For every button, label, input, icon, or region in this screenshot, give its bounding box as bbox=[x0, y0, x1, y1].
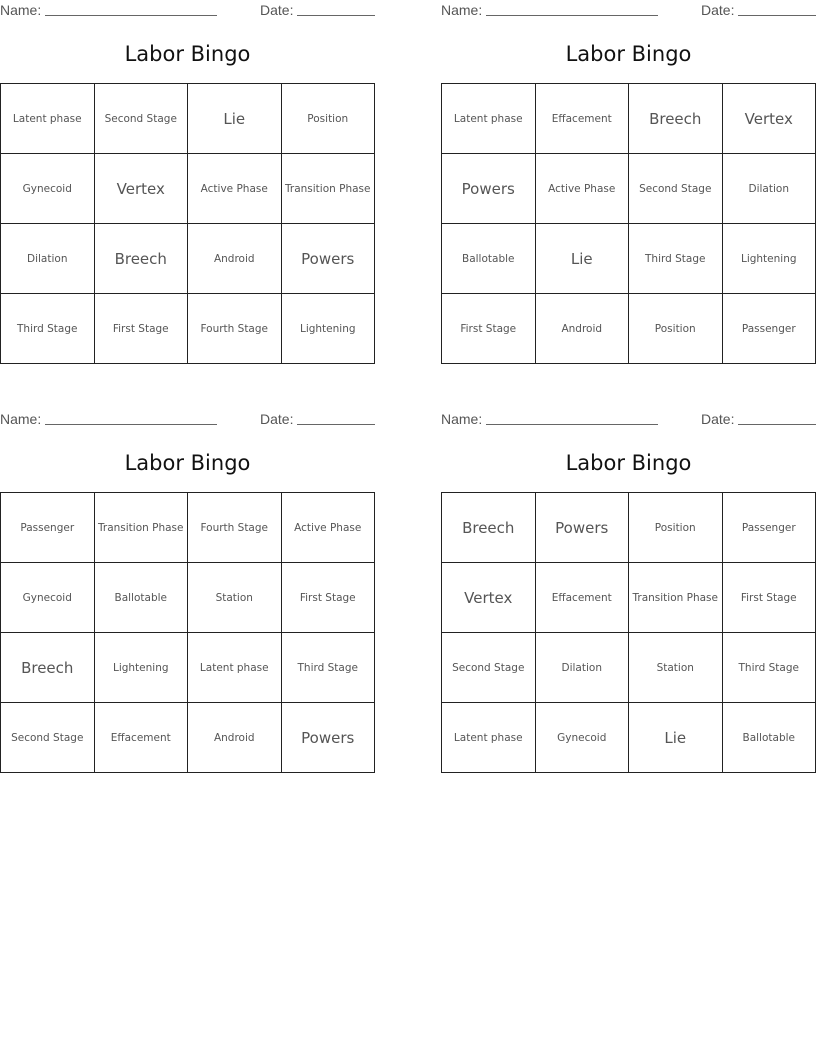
bingo-cell: Fourth Stage bbox=[188, 493, 282, 563]
bingo-cell: Third Stage bbox=[722, 633, 816, 703]
bingo-cell: Latent phase bbox=[442, 84, 536, 154]
bingo-cell: Transition Phase bbox=[94, 493, 188, 563]
date-label: Date: bbox=[260, 411, 294, 427]
bingo-cell: Gynecoid bbox=[1, 563, 95, 633]
bingo-cell: Latent phase bbox=[188, 633, 282, 703]
bingo-cell: Gynecoid bbox=[535, 703, 629, 773]
bingo-cell: Powers bbox=[535, 493, 629, 563]
bingo-grid bbox=[0, 83, 375, 364]
bingo-cell: Lightening bbox=[281, 294, 375, 364]
bingo-cell: Gynecoid bbox=[1, 154, 95, 224]
bingo-cell: Passenger bbox=[1, 493, 95, 563]
grid-row bbox=[442, 633, 816, 703]
bingo-cell: Breech bbox=[629, 84, 723, 154]
bingo-cell: Breech bbox=[94, 224, 188, 294]
bingo-cell: Position bbox=[629, 493, 723, 563]
bingo-cell: First Stage bbox=[442, 294, 536, 364]
bingo-cell: Active Phase bbox=[188, 154, 282, 224]
bingo-cell: Breech bbox=[442, 493, 536, 563]
date-blank-line bbox=[738, 424, 816, 425]
bingo-card bbox=[0, 409, 375, 747]
bingo-grid bbox=[441, 83, 816, 364]
name-blank-line bbox=[45, 424, 217, 425]
header-line bbox=[0, 0, 375, 20]
bingo-grid bbox=[441, 492, 816, 773]
bingo-cell: Position bbox=[629, 294, 723, 364]
grid-row bbox=[1, 294, 375, 364]
grid-row bbox=[442, 703, 816, 773]
bingo-cell: Passenger bbox=[722, 294, 816, 364]
bingo-cell: Dilation bbox=[722, 154, 816, 224]
bingo-cell: Station bbox=[188, 563, 282, 633]
bingo-cell: Effacement bbox=[535, 84, 629, 154]
bingo-cell: Second Stage bbox=[629, 154, 723, 224]
bingo-cell: Lightening bbox=[94, 633, 188, 703]
grid-row bbox=[442, 154, 816, 224]
bingo-cell: Vertex bbox=[722, 84, 816, 154]
bingo-cell: Ballotable bbox=[94, 563, 188, 633]
bingo-cell: Lie bbox=[188, 84, 282, 154]
card-title: Labor Bingo bbox=[565, 42, 692, 66]
bingo-cell: Powers bbox=[281, 224, 375, 294]
bingo-cell: Android bbox=[535, 294, 629, 364]
date-blank-line bbox=[297, 15, 375, 16]
bingo-cell: Effacement bbox=[94, 703, 188, 773]
card-title: Labor Bingo bbox=[565, 451, 692, 475]
bingo-cell: Station bbox=[629, 633, 723, 703]
bingo-cell: Latent phase bbox=[442, 703, 536, 773]
bingo-grid bbox=[0, 492, 375, 773]
bingo-card bbox=[0, 0, 375, 335]
card-title: Labor Bingo bbox=[124, 42, 251, 66]
bingo-cell: Second Stage bbox=[442, 633, 536, 703]
header-line bbox=[441, 0, 816, 20]
grid-row bbox=[1, 703, 375, 773]
bingo-cell: Second Stage bbox=[1, 703, 95, 773]
bingo-cell: Third Stage bbox=[1, 294, 95, 364]
bingo-cell: First Stage bbox=[281, 563, 375, 633]
name-label: Name: bbox=[0, 411, 42, 427]
grid-row bbox=[1, 493, 375, 563]
bingo-cell: Position bbox=[281, 84, 375, 154]
bingo-cell: Transition Phase bbox=[281, 154, 375, 224]
bingo-cell: Active Phase bbox=[535, 154, 629, 224]
bingo-cell: Breech bbox=[1, 633, 95, 703]
name-blank-line bbox=[45, 15, 217, 16]
bingo-cell: Second Stage bbox=[94, 84, 188, 154]
grid-row bbox=[1, 563, 375, 633]
bingo-cell: Vertex bbox=[94, 154, 188, 224]
name-label: Name: bbox=[441, 411, 483, 427]
grid-row bbox=[442, 224, 816, 294]
bingo-cell: Dilation bbox=[535, 633, 629, 703]
name-blank-line bbox=[486, 15, 658, 16]
grid-row bbox=[1, 633, 375, 703]
grid-row bbox=[442, 563, 816, 633]
bingo-cell: Lie bbox=[535, 224, 629, 294]
bingo-cell: Transition Phase bbox=[629, 563, 723, 633]
bingo-cell: Android bbox=[188, 703, 282, 773]
bingo-cell: Powers bbox=[281, 703, 375, 773]
date-blank-line bbox=[738, 15, 816, 16]
bingo-cell: Latent phase bbox=[1, 84, 95, 154]
bingo-cell: Vertex bbox=[442, 563, 536, 633]
name-label: Name: bbox=[0, 2, 42, 18]
bingo-cell: Active Phase bbox=[281, 493, 375, 563]
bingo-cell: Passenger bbox=[722, 493, 816, 563]
bingo-cell: Effacement bbox=[535, 563, 629, 633]
bingo-card bbox=[441, 0, 816, 335]
bingo-cell: Third Stage bbox=[629, 224, 723, 294]
grid-row bbox=[1, 84, 375, 154]
name-blank-line bbox=[486, 424, 658, 425]
grid-row bbox=[442, 84, 816, 154]
grid-row bbox=[1, 224, 375, 294]
grid-row bbox=[442, 493, 816, 563]
header-line bbox=[441, 409, 816, 429]
date-label: Date: bbox=[701, 2, 735, 18]
bingo-cell: Powers bbox=[442, 154, 536, 224]
bingo-cell: Dilation bbox=[1, 224, 95, 294]
date-blank-line bbox=[297, 424, 375, 425]
grid-row bbox=[442, 294, 816, 364]
date-label: Date: bbox=[260, 2, 294, 18]
bingo-cell: Lightening bbox=[722, 224, 816, 294]
bingo-cell: First Stage bbox=[94, 294, 188, 364]
name-label: Name: bbox=[441, 2, 483, 18]
bingo-cell: Third Stage bbox=[281, 633, 375, 703]
bingo-cell: Lie bbox=[629, 703, 723, 773]
grid-row bbox=[1, 154, 375, 224]
date-label: Date: bbox=[701, 411, 735, 427]
bingo-card bbox=[441, 409, 816, 747]
bingo-cell: First Stage bbox=[722, 563, 816, 633]
bingo-cell: Ballotable bbox=[722, 703, 816, 773]
bingo-cell: Ballotable bbox=[442, 224, 536, 294]
card-title: Labor Bingo bbox=[124, 451, 251, 475]
header-line bbox=[0, 409, 375, 429]
bingo-cell: Fourth Stage bbox=[188, 294, 282, 364]
bingo-cell: Android bbox=[188, 224, 282, 294]
